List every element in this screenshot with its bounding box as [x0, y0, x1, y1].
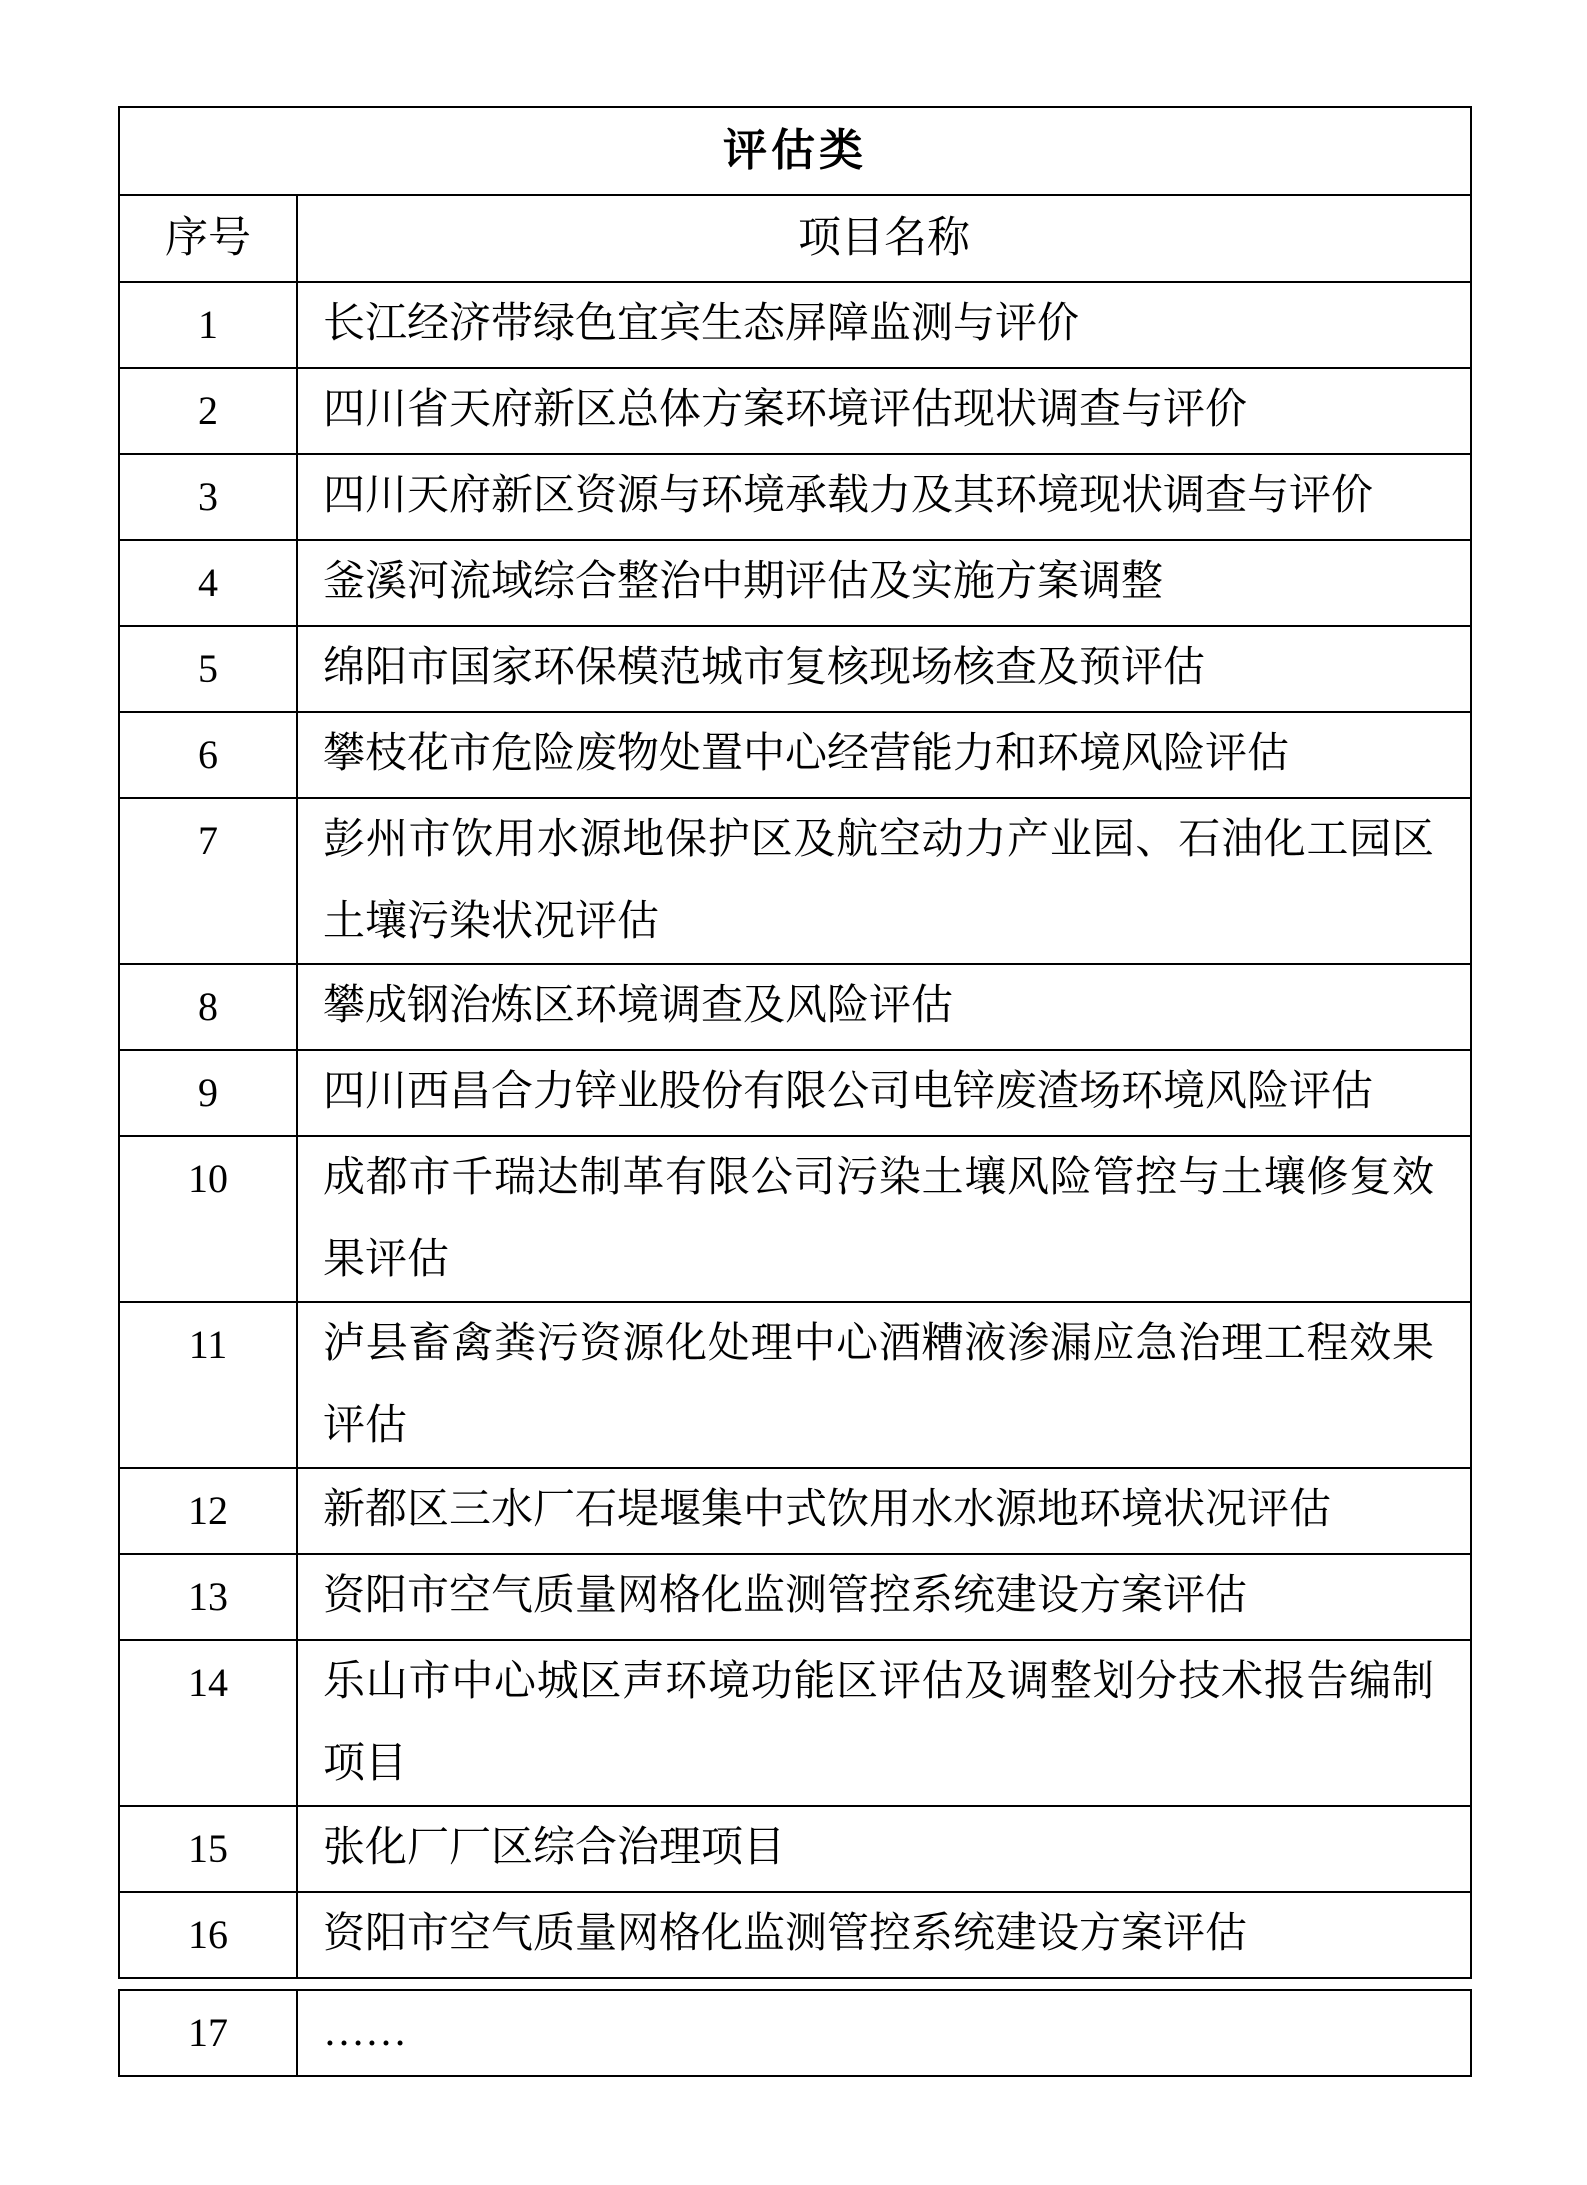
- row-index: 1: [119, 282, 297, 368]
- row-project-name: 釜溪河流域综合整治中期评估及实施方案调整: [297, 540, 1471, 626]
- continuation-table: [118, 1989, 1472, 2077]
- row-project-name: 乐山市中心城区声环境功能区评估及调整划分技术报告编制项目: [297, 1640, 1471, 1806]
- table-row: [119, 964, 1471, 1050]
- row-project-name: 成都市千瑞达制革有限公司污染土壤风险管控与土壤修复效果评估: [297, 1136, 1471, 1302]
- table-row: [119, 540, 1471, 626]
- row-project-name: 四川西昌合力锌业股份有限公司电锌废渣场环境风险评估: [297, 1050, 1471, 1136]
- table-row: [119, 626, 1471, 712]
- table-row: [119, 454, 1471, 540]
- row-project-name: 攀枝花市危险废物处置中心经营能力和环境风险评估: [297, 712, 1471, 798]
- table-row: [119, 1806, 1471, 1892]
- table-body: [119, 282, 1471, 1978]
- table-row: [119, 798, 1471, 964]
- row-project-name: 泸县畜禽粪污资源化处理中心酒糟液渗漏应急治理工程效果评估: [297, 1302, 1471, 1468]
- table-title-row: [119, 107, 1471, 195]
- row-index: 15: [119, 1806, 297, 1892]
- evaluation-table: [118, 106, 1472, 1979]
- row-index: 2: [119, 368, 297, 454]
- row-project-name: 绵阳市国家环保模范城市复核现场核查及预评估: [297, 626, 1471, 712]
- row-index: 7: [119, 798, 297, 964]
- row-index: 8: [119, 964, 297, 1050]
- row-project-name: 长江经济带绿色宜宾生态屏障监测与评价: [297, 282, 1471, 368]
- row-project-name: ……: [297, 1990, 1471, 2076]
- row-project-name: 张化厂厂区综合治理项目: [297, 1806, 1471, 1892]
- table-row: [119, 1990, 1471, 2076]
- table-title: 评估类: [119, 107, 1471, 195]
- row-index: 10: [119, 1136, 297, 1302]
- table-row: [119, 1302, 1471, 1468]
- row-index: 14: [119, 1640, 297, 1806]
- row-project-name: 攀成钢治炼区环境调查及风险评估: [297, 964, 1471, 1050]
- row-project-name: 四川天府新区资源与环境承载力及其环境现状调查与评价: [297, 454, 1471, 540]
- row-project-name: 彭州市饮用水源地保护区及航空动力产业园、石油化工园区土壤污染状况评估: [297, 798, 1471, 964]
- row-index: 13: [119, 1554, 297, 1640]
- row-project-name: 资阳市空气质量网格化监测管控系统建设方案评估: [297, 1892, 1471, 1978]
- table-row: [119, 1050, 1471, 1136]
- row-index: 17: [119, 1990, 297, 2076]
- table-row: [119, 1892, 1471, 1978]
- table-row: [119, 1640, 1471, 1806]
- col-header-name: 项目名称: [297, 195, 1471, 282]
- row-index: 4: [119, 540, 297, 626]
- row-index: 16: [119, 1892, 297, 1978]
- row-index: 6: [119, 712, 297, 798]
- row-project-name: 四川省天府新区总体方案环境评估现状调查与评价: [297, 368, 1471, 454]
- col-header-index: 序号: [119, 195, 297, 282]
- table-row: [119, 1468, 1471, 1554]
- row-index: 12: [119, 1468, 297, 1554]
- row-index: 11: [119, 1302, 297, 1468]
- table-header-row: [119, 195, 1471, 282]
- row-index: 3: [119, 454, 297, 540]
- table-row: [119, 712, 1471, 798]
- table-row: [119, 368, 1471, 454]
- row-project-name: 资阳市空气质量网格化监测管控系统建设方案评估: [297, 1554, 1471, 1640]
- continuation-table-body: [119, 1990, 1471, 2076]
- table-row: [119, 282, 1471, 368]
- row-index: 9: [119, 1050, 297, 1136]
- table-row: [119, 1136, 1471, 1302]
- table-row: [119, 1554, 1471, 1640]
- row-index: 5: [119, 626, 297, 712]
- row-project-name: 新都区三水厂石堤堰集中式饮用水水源地环境状况评估: [297, 1468, 1471, 1554]
